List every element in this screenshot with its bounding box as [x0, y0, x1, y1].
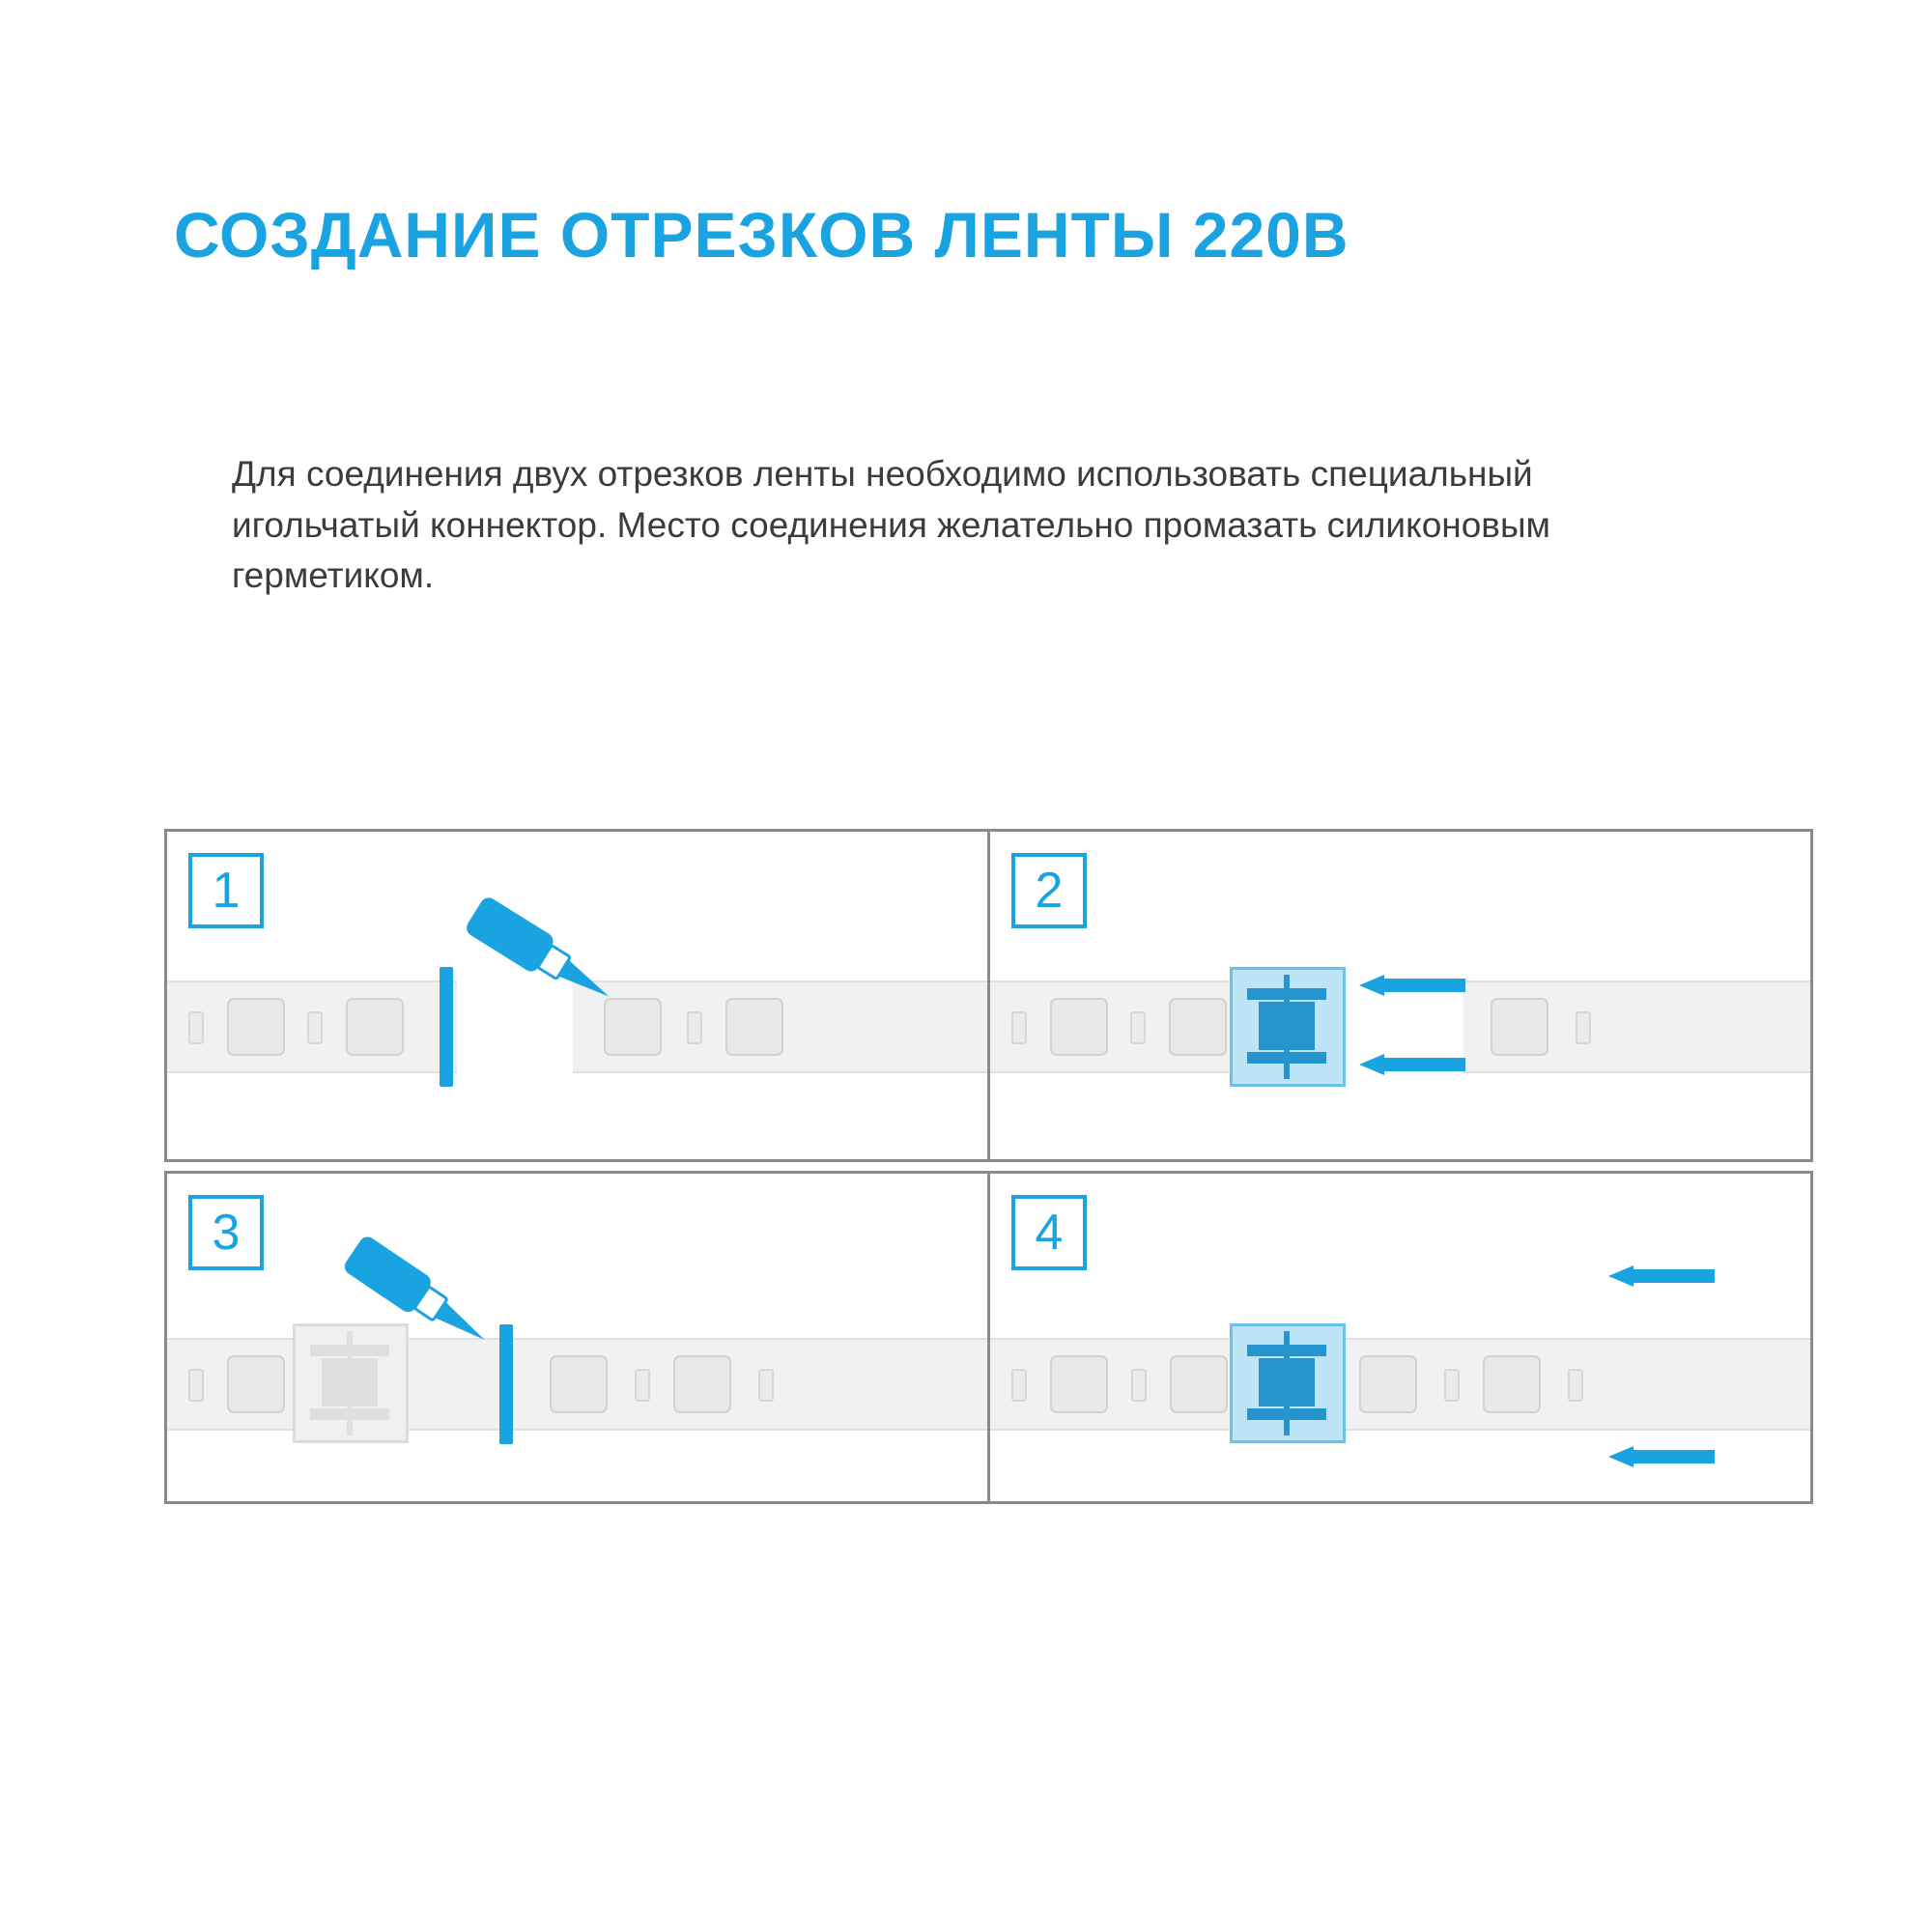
step-number-badge-2: 2: [1011, 853, 1087, 928]
step-panel-2: [987, 829, 1813, 1162]
strip-resistor: [1011, 1011, 1027, 1044]
step-panel-3: [164, 1171, 990, 1504]
strip-resistor: [687, 1011, 702, 1044]
strip-led: [227, 1355, 285, 1413]
arrow-left-icon: [1608, 1265, 1715, 1287]
step-number-badge-4: 4: [1011, 1195, 1087, 1270]
strip-led: [673, 1355, 731, 1413]
connector-divider: [1284, 975, 1290, 1079]
strip-led: [1483, 1355, 1541, 1413]
strip-led: [550, 1355, 608, 1413]
strip-led: [1491, 998, 1548, 1056]
connector-divider: [347, 1331, 353, 1435]
step-number-badge-1: 1: [188, 853, 264, 928]
intro-paragraph: Для соединения двух отрезков ленты необходимо использовать специальный игольчатый коннектор. Место соединения желательно промазать силиконовым герметиком.: [232, 454, 1550, 596]
strip-resistor: [1576, 1011, 1591, 1044]
strip-resistor: [1131, 1369, 1147, 1402]
strip-resistor: [1130, 1011, 1146, 1044]
strip-resistor: [1444, 1369, 1460, 1402]
strip-resistor: [307, 1011, 323, 1044]
strip-led: [1050, 998, 1108, 1056]
strip-resistor: [1568, 1369, 1583, 1402]
strip-led: [1050, 1355, 1108, 1413]
strip-resistor: [188, 1011, 204, 1044]
cut-mark-icon: [440, 967, 453, 1087]
strip-resistor: [188, 1369, 204, 1402]
strip-led: [1170, 1355, 1228, 1413]
strip-resistor: [758, 1369, 774, 1402]
page-title: СОЗДАНИЕ ОТРЕЗКОВ ЛЕНТЫ 220В: [174, 199, 1350, 270]
strip-led: [604, 998, 662, 1056]
strip-led: [346, 998, 404, 1056]
connector-icon: [1230, 1323, 1346, 1443]
cut-mark-icon: [499, 1324, 513, 1444]
strip-led: [725, 998, 783, 1056]
arrow-left-icon: [1608, 1446, 1715, 1467]
step-panel-4: [987, 1171, 1813, 1504]
connector-divider: [1284, 1331, 1290, 1435]
connector-icon: [293, 1323, 409, 1443]
strip-led: [1169, 998, 1227, 1056]
arrow-left-icon: [1359, 975, 1465, 996]
step-number-badge-3: 3: [188, 1195, 264, 1270]
step-panel-1: [164, 829, 990, 1162]
strip-led: [227, 998, 285, 1056]
strip-led: [1359, 1355, 1417, 1413]
strip-resistor: [635, 1369, 650, 1402]
arrow-left-icon: [1359, 1054, 1465, 1075]
connector-icon: [1230, 967, 1346, 1087]
strip-resistor: [1011, 1369, 1027, 1402]
